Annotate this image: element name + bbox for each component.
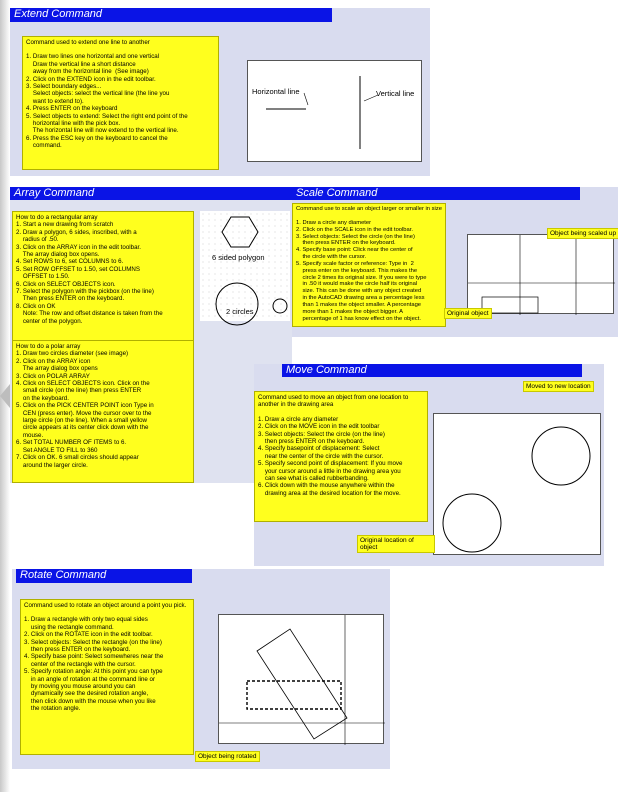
instruction-line: 5. Select objects to extend: Select the right end point of the	[26, 112, 188, 120]
instruction-line: 3. Select objects: Select the circle (on the line)	[258, 430, 385, 438]
rotate-instructions	[20, 599, 194, 755]
instruction-line: small circle (on the line) then press ENTER	[16, 387, 142, 395]
instruction-line: command.	[26, 142, 62, 150]
label-horizontal-line: Horizontal line	[252, 87, 300, 96]
array-drawing	[200, 211, 290, 321]
instruction-line: 5. Set ROW OFFSET to 1.50, set COLUMNS	[16, 265, 141, 273]
instruction-line: 7. Select the polygon with the pickbox (on the line)	[16, 288, 154, 296]
extend-steps-list	[26, 53, 215, 149]
instruction-line: 1. Draw two lines one horizontal and one vertical	[26, 53, 160, 61]
instruction-line: 5. Specify rotation angle: At this point you can type	[24, 668, 163, 676]
instruction-line: The array dialog box opens.	[16, 251, 100, 259]
scale-steps-list	[296, 220, 442, 323]
instruction-line: the rotation angle.	[24, 705, 81, 713]
instruction-line: CEN (press enter). Move the cursor over to the	[16, 409, 152, 417]
instruction-line: 5. Click on the PICK CENTER POINT icon Type in	[16, 402, 154, 410]
instruction-line: Then press ENTER on the keyboard.	[16, 295, 125, 303]
extend-instructions	[22, 36, 219, 170]
page-turn-arrow-icon[interactable]	[0, 384, 10, 408]
instruction-line: The array dialog box opens	[16, 365, 98, 373]
array-rect-instructions	[12, 211, 194, 341]
instruction-line: 1. Draw two circles diameter (see image)	[16, 350, 129, 358]
instruction-line: in .50 it would make the circle half its original	[296, 281, 418, 288]
instruction-line: Set ANGLE TO FILL to 360	[16, 446, 98, 454]
move-image	[433, 413, 601, 555]
instruction-line: How to do a polar array	[16, 343, 81, 350]
array-polar-steps	[16, 343, 190, 469]
instruction-line: mouse.	[16, 431, 44, 439]
move-title: Move Command	[282, 364, 582, 377]
extend-drawing	[248, 61, 423, 163]
instruction-line: center of the polygon.	[16, 317, 83, 325]
tag-moved-location: Moved to new location	[523, 381, 594, 392]
rotate-title: Rotate Command	[16, 569, 192, 583]
extend-intro: Command used to extend one line to another	[26, 39, 150, 46]
move-intro: Command used to move an object from one location to another in the drawing area	[258, 394, 409, 409]
label-circles: 2 circles	[226, 307, 254, 316]
instruction-line: dynamically see the desired rotation angle,	[24, 690, 149, 698]
instruction-line: OFFSET to 1.50.	[16, 273, 70, 281]
tag-object-scaled: Object being scaled up	[547, 228, 618, 239]
instruction-line: by moving you mouse around you can	[24, 683, 136, 691]
instruction-line: circle 2 times its original size. If you were to type	[296, 274, 427, 281]
instruction-line: your cursor around a little in the drawing area you	[258, 467, 401, 475]
instruction-line: than 1 makes the object smaller. A percentage	[296, 301, 422, 308]
instruction-line: want to extend to).	[26, 97, 84, 105]
instruction-line: Note: The row and offset distance is taken from the	[16, 310, 163, 318]
instruction-line: 2. Click on the MOVE icon in the edit toolbar	[258, 423, 380, 431]
rotate-steps-list	[24, 616, 190, 712]
array-image	[200, 211, 290, 321]
instruction-line: size. This can be done with any object created	[296, 288, 422, 295]
instruction-line: radius of .50.	[16, 236, 59, 244]
move-instructions	[254, 391, 428, 522]
instruction-line: in an angle of rotation at the command line or	[24, 675, 156, 683]
scale-instructions	[292, 203, 446, 327]
instruction-line: 1. Draw a circle any diameter	[296, 219, 372, 226]
scale-title: Scale Command	[292, 187, 580, 200]
scale-drawing	[468, 235, 615, 315]
instruction-line: 3. Select boundary edges...	[26, 83, 102, 91]
instruction-line: 3. Select objects: Select the rectangle (on the line)	[24, 638, 162, 646]
instruction-line: 3. Select objects: Select the circle (on the line)	[296, 233, 415, 240]
label-vertical-line: Vertical line	[376, 89, 415, 98]
rotate-image	[218, 614, 384, 744]
instruction-line: using the rectangle command.	[24, 623, 114, 631]
instruction-line: away from the horizontal line (See image)	[26, 68, 149, 76]
instruction-line: large circle (on the line). When a small yellow	[16, 417, 148, 425]
rotate-drawing	[219, 615, 385, 745]
instruction-line: the circle with the cursor.	[296, 254, 367, 261]
extend-image	[247, 60, 422, 162]
extend-title: Extend Command	[10, 8, 332, 22]
instruction-line: 7. Click on OK. 6 small circles should appear	[16, 454, 139, 462]
instruction-line: 6. Press the ESC key on the keyboard to cancel the	[26, 134, 168, 142]
instruction-line: 4. Specify basepoint of displacement: Select	[258, 445, 380, 453]
array-polar-instructions	[12, 341, 194, 483]
instruction-line: then press ENTER on the keyboard.	[296, 240, 396, 247]
tag-original-location: Original location of object	[357, 535, 435, 553]
instruction-line: 4. Set ROWS to 6, set COLUMNS to 6.	[16, 258, 124, 266]
instruction-line: more than 1 makes the object bigger. A	[296, 308, 403, 315]
move-steps-list	[258, 416, 424, 497]
instruction-line: 1. Draw a rectangle with only two equal sides	[24, 616, 148, 624]
instruction-line: 1. Start a new drawing from scratch	[16, 221, 114, 229]
instruction-line: 5. Specify scale factor or reference: Type in 2	[296, 260, 414, 267]
instruction-line: 4. Press ENTER on the keyboard	[26, 105, 118, 113]
instruction-line: 2. Click on the ROTATE icon in the edit toolbar.	[24, 631, 153, 639]
label-polygon: 6 sided polygon	[212, 253, 265, 262]
instruction-line: 2. Click on the SCALE icon in the edit toolbar.	[296, 226, 413, 233]
instruction-line: 2. Click on the EXTEND icon in the edit toolbar.	[26, 75, 156, 83]
instruction-line: drawing area at the desired location for the move.	[258, 489, 401, 497]
instruction-line: 6. Set TOTAL NUMBER OF ITEMS to 6.	[16, 439, 127, 447]
instruction-line: 8. Click on OK	[16, 302, 56, 310]
instruction-line: then click down with the mouse when you like	[24, 697, 156, 705]
instruction-line: Select objects: select the vertical line (the line you	[26, 90, 170, 98]
instruction-line: 4. Specify base point: Select somewheres near the	[24, 653, 164, 661]
instruction-line: How to do a rectangular array	[16, 214, 98, 221]
array-title: Array Command	[10, 187, 294, 200]
instruction-line: 3. Click on the ARRAY icon in the edit toolbar.	[16, 243, 141, 251]
instruction-line: 5. Specify second point of displacement: If you move	[258, 460, 403, 468]
instruction-line: then press ENTER on the keyboard.	[24, 646, 131, 654]
tag-original-object: Original object	[444, 308, 492, 319]
scale-intro: Command use to scale an object larger or smaller in size	[296, 206, 442, 212]
instruction-line: center of the rectangle with the cursor.	[24, 660, 136, 668]
instruction-line: 4. Specify base point: Click near the center of	[296, 247, 413, 254]
scale-image	[467, 234, 614, 314]
instruction-line: 2. Draw a polygon, 6 sides, inscribed, with a	[16, 228, 137, 236]
instruction-line: 2. Click on the ARRAY icon	[16, 357, 91, 365]
instruction-line: horizontal line with the pick box.	[26, 120, 121, 128]
instruction-line: 1. Draw a circle any diameter	[258, 415, 339, 423]
instruction-line: 4. Click on SELECT OBJECTS icon. Click on the	[16, 380, 150, 388]
instruction-line: circle appears at its center click down with the	[16, 424, 149, 432]
instruction-line: 6. Click down with the mouse anywhere within the	[258, 482, 395, 490]
instruction-line: The horizontal line will now extend to the vertical line.	[26, 127, 179, 135]
instruction-line: near the center of the circle with the cursor.	[258, 452, 384, 460]
instruction-line: 6. Click on SELECT OBJECTS icon.	[16, 280, 116, 288]
instruction-line: in the AutoCAD drawing area a percentage less	[296, 295, 425, 302]
instruction-line: percentage of 1 has know effect on the object.	[296, 315, 421, 322]
instruction-line: Draw the vertical line a short distance	[26, 60, 136, 68]
instruction-line: then press ENTER on the keyboard.	[258, 438, 365, 446]
rotate-intro: Command used to rotate an object around a point you pick.	[24, 602, 187, 609]
instruction-line: 3. Click on POLAR ARRAY	[16, 372, 90, 380]
instruction-line: on the keyboard.	[16, 394, 69, 402]
instruction-line: around the larger circle.	[16, 461, 88, 469]
move-drawing	[434, 414, 602, 556]
instruction-line: press enter on the keyboard. This makes the	[296, 267, 418, 274]
instruction-line: can see what is called rubberbanding.	[258, 475, 369, 483]
array-rect-steps	[16, 214, 190, 325]
tag-object-rotated: Object being rotated	[195, 751, 260, 762]
